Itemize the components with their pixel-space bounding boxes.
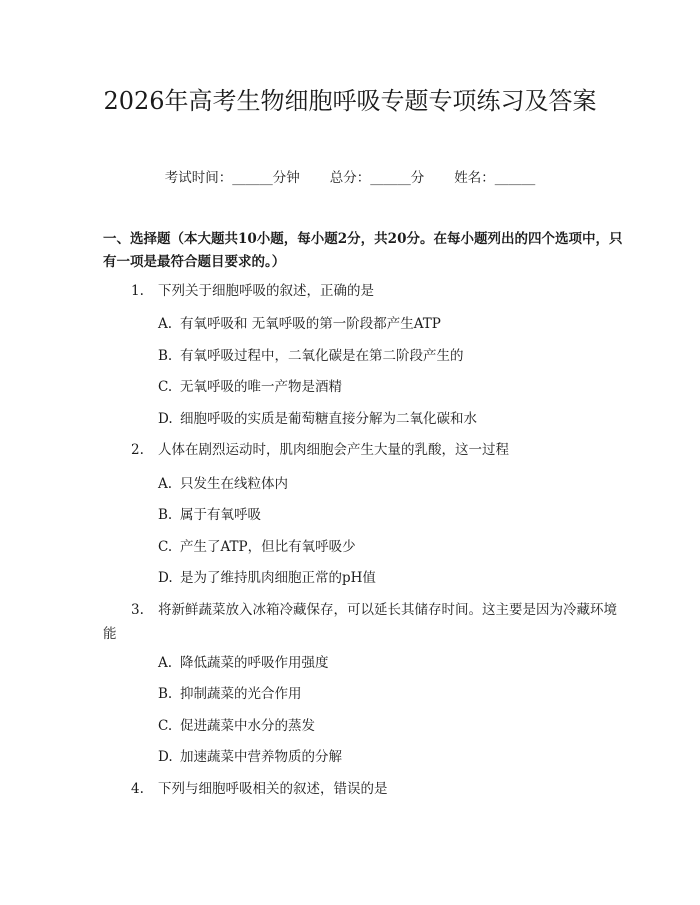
page-title: 2026年高考生物细胞呼吸专题专项练习及答案 xyxy=(103,87,597,115)
option-1a xyxy=(158,314,441,334)
section-heading: 一、选择题（本大题共10小题，每小题2分，共20分。在每小题列出的四个选项中，只有一项是最符合题目要求的。） xyxy=(103,231,623,270)
question-2 xyxy=(131,440,509,460)
exam-time-field: 考试时间：______分钟 xyxy=(164,170,300,186)
option-text: 有氧呼吸过程中，二氧化碳是在第二阶段产生的 xyxy=(180,348,464,364)
question-4 xyxy=(131,779,388,799)
question-3 xyxy=(103,598,623,646)
option-text: 加速蔬菜中营养物质的分解 xyxy=(180,749,342,765)
option-text: 促进蔬菜中水分的蒸发 xyxy=(180,718,315,734)
question-stem: 将新鲜蔬菜放入冰箱冷藏保存，可以延长其储存时间。这主要是因为冷藏环境能 xyxy=(103,602,617,642)
option-text: 是为了维持肌肉细胞正常的pH值 xyxy=(180,570,376,586)
option-letter: B. xyxy=(158,348,173,364)
option-text: 降低蔬菜的呼吸作用强度 xyxy=(180,655,329,671)
question-1 xyxy=(131,281,374,301)
option-3c xyxy=(158,716,315,736)
question-number: 2. xyxy=(131,442,144,458)
option-text: 有氧呼吸和 无氧呼吸的第一阶段都产生ATP xyxy=(180,316,441,332)
option-text: 细胞呼吸的实质是葡萄糖直接分解为二氧化碳和水 xyxy=(180,411,477,427)
option-text: 产生了ATP，但比有氧呼吸少 xyxy=(180,539,356,555)
option-letter: D. xyxy=(158,411,173,427)
option-1b xyxy=(158,346,464,366)
option-letter: D. xyxy=(158,749,173,765)
question-number: 3. xyxy=(131,602,144,618)
option-letter: C. xyxy=(158,539,173,555)
total-score-field: 总分：______分 xyxy=(329,170,425,186)
exam-meta xyxy=(0,168,700,188)
option-letter: D. xyxy=(158,570,173,586)
option-letter: B. xyxy=(158,507,173,523)
option-letter: A. xyxy=(158,316,173,332)
question-stem: 下列关于细胞呼吸的叙述，正确的是 xyxy=(158,283,374,299)
option-text: 属于有氧呼吸 xyxy=(180,507,261,523)
option-letter: C. xyxy=(158,718,173,734)
option-2d xyxy=(158,568,376,588)
option-1d xyxy=(158,409,477,429)
question-stem: 人体在剧烈运动时，肌肉细胞会产生大量的乳酸，这一过程 xyxy=(158,442,509,458)
option-3d xyxy=(158,747,342,767)
option-2a xyxy=(158,474,288,494)
option-letter: A. xyxy=(158,476,173,492)
option-text: 抑制蔬菜的光合作用 xyxy=(180,686,302,702)
name-field: 姓名：______ xyxy=(454,170,536,186)
option-3a xyxy=(158,653,329,673)
option-letter: C. xyxy=(158,379,173,395)
option-2c xyxy=(158,537,356,557)
option-letter: A. xyxy=(158,655,173,671)
question-stem: 下列与细胞呼吸相关的叙述，错误的是 xyxy=(158,781,388,797)
question-number: 4. xyxy=(131,781,144,797)
option-letter: B. xyxy=(158,686,173,702)
option-3b xyxy=(158,684,302,704)
option-text: 无氧呼吸的唯一产物是酒精 xyxy=(180,379,342,395)
question-number: 1. xyxy=(131,283,144,299)
option-1c xyxy=(158,377,342,397)
option-text: 只发生在线粒体内 xyxy=(180,476,288,492)
option-2b xyxy=(158,505,261,525)
